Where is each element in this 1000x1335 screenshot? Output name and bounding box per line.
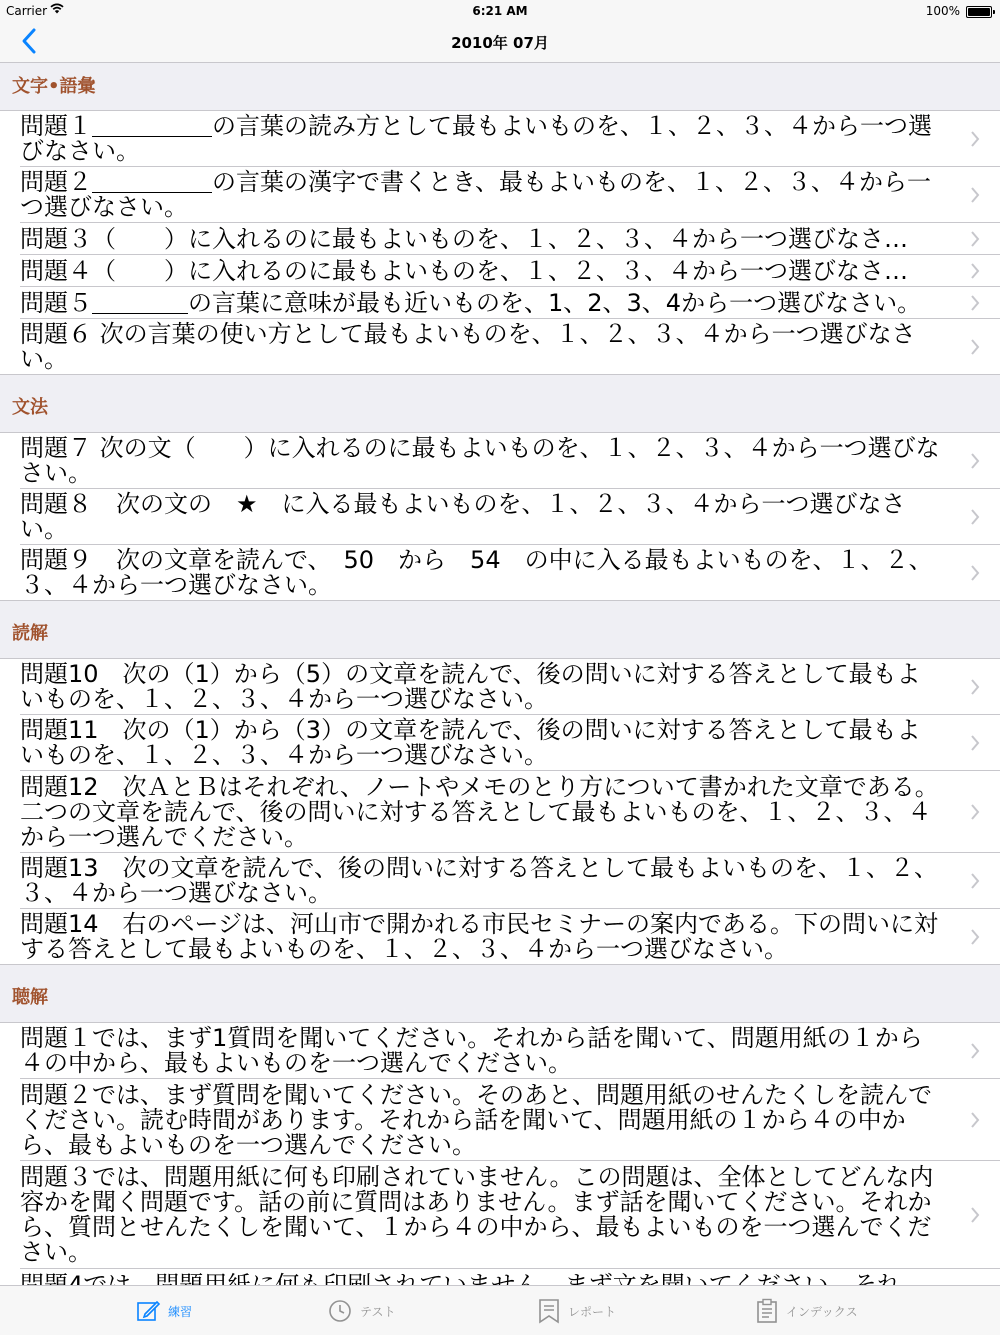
list-item[interactable] xyxy=(0,489,1000,545)
list-item-label: 問題２では、まず質問を聞いてください。そのあと、問題用紙のせんたくしを読んでください。読む時間があります。それから話を聞いて、問題用紙の１から４の中から、最もよいものを一つ選んでください。 xyxy=(20,1080,932,1159)
tab-bar xyxy=(0,1285,1000,1335)
section-header-moji-goi: 文字•語彙 xyxy=(0,63,1000,111)
list-item[interactable] xyxy=(0,771,1000,853)
list-item-label: 問題11 次の（1）から（3）の文章を読んで、後の問いに対する答えとして最もよいものを、１、２、３、４から一つ選びなさい。 xyxy=(20,716,921,769)
list-item-label: 問題１では、まず1質問を聞いてください。それから話を聞いて、問題用紙の１から４の中から、最もよいものを一つ選んでください。 xyxy=(20,1024,923,1077)
chevron-right-icon xyxy=(970,1111,980,1129)
status-time: 6:21 AM xyxy=(472,4,528,18)
chevron-right-icon xyxy=(970,872,980,890)
tab-index[interactable] xyxy=(756,1294,858,1328)
list-item-label: 問題13 次の文章を読んで、後の問いに対する答えとして最もよいものを、１、２、３、４から一つ選びなさい。 xyxy=(20,854,939,907)
list-item[interactable] xyxy=(0,223,1000,255)
list-item[interactable] xyxy=(0,433,1000,489)
battery-percent: 100% xyxy=(925,4,960,18)
chevron-right-icon xyxy=(970,508,980,526)
section-header-choukai: 聴解 xyxy=(0,965,1000,1023)
list-item[interactable] xyxy=(0,167,1000,223)
list-item-label: 問題１＿＿＿＿＿の言葉の読み方として最もよいものを、１、２、３、４から一つ選びなさい。 xyxy=(20,112,932,165)
list-item[interactable] xyxy=(0,319,1000,375)
navigation-bar xyxy=(0,22,1000,63)
chevron-right-icon xyxy=(970,452,980,470)
tab-label: レポート xyxy=(568,1304,617,1319)
list-item-label: 問題６ 次の言葉の使い方として最もよいものを、１、２、３、４から一つ選びなさい。 xyxy=(20,320,916,373)
list-item[interactable] xyxy=(0,287,1000,319)
list-item[interactable] xyxy=(0,659,1000,715)
tab-label: 練習 xyxy=(168,1304,193,1319)
list-item-label: 問題９ 次の文章を読んで、 50 から 54 の中に入る最もよいものを、１、２、３、４から一つ選びなさい。 xyxy=(20,546,933,599)
carrier-label: Carrier xyxy=(6,4,48,18)
list-item[interactable] xyxy=(0,715,1000,771)
page-title: 2010年 07月 xyxy=(451,34,549,52)
chevron-right-icon xyxy=(970,230,980,248)
chevron-right-icon xyxy=(970,803,980,821)
clipboard-icon xyxy=(756,1298,778,1324)
status-bar xyxy=(0,0,1000,22)
chevron-right-icon xyxy=(970,294,980,312)
list-item-label: 問題14 右のページは、河山市で開かれる市民セミナーの案内である。下の問いに対する答えとして最もよいものを、１、２、３、４から一つ選びなさい。 xyxy=(20,910,939,963)
list-item[interactable] xyxy=(0,111,1000,167)
chevron-right-icon xyxy=(970,130,980,148)
chevron-right-icon xyxy=(970,1206,980,1224)
list-item-label: 問題２＿＿＿＿＿の言葉の漢字で書くとき、最もよいものを、１、２、３、４から一つ選びなさい。 xyxy=(20,168,932,221)
chevron-right-icon xyxy=(970,734,980,752)
list-item-label: 問題７ 次の文（ ）に入れるのに最もよいものを、１、２、３、４から一つ選びなさい。 xyxy=(20,434,940,487)
chevron-right-icon xyxy=(970,1042,980,1060)
list-item-label: 問題３（ ）に入れるのに最もよいものを、１、２、３、４から一つ選びなさ… xyxy=(20,224,908,253)
section-header-bunpou: 文法 xyxy=(0,375,1000,433)
list-item-label: 問題12 次ＡとＢはそれぞれ、ノートやメモのとり方について書かれた文章である。二つの文章を読んで、後の問いに対する答えとして最もよいものを、１、２、３、４から一つ選んでください。 xyxy=(20,772,939,851)
battery-icon xyxy=(966,6,992,18)
chevron-right-icon xyxy=(970,338,980,356)
chevron-right-icon xyxy=(970,262,980,280)
list-item-label: 問題10 次の（1）から（5）の文章を読んで、後の問いに対する答えとして最もよいものを、１、２、３、４から一つ選びなさい。 xyxy=(20,660,921,713)
question-list[interactable] xyxy=(0,63,1000,1285)
list-item[interactable] xyxy=(0,853,1000,909)
list-item[interactable] xyxy=(0,255,1000,287)
chevron-right-icon xyxy=(970,678,980,696)
list-item[interactable] xyxy=(0,1161,1000,1269)
bookmark-icon xyxy=(538,1298,560,1324)
tab-label: テスト xyxy=(360,1304,396,1319)
list-item-label: 問題５＿＿＿＿の言葉に意味が最も近いものを、1、2、3、4から一つ選びなさい。 xyxy=(20,288,922,317)
tab-practice[interactable] xyxy=(136,1294,192,1328)
edit-icon xyxy=(136,1299,160,1323)
list-item-label: 問題３では、問題用紙に何も印刷されていません。この問題は、全体としてどんな内容かを聞く問題です。話の前に質問はありません。まず話を聞いてください。それから、質問とせんたくしを聞いて、１から４の中から、最もよいものを一つ選んでください。 xyxy=(20,1163,934,1266)
list-item[interactable] xyxy=(0,1079,1000,1161)
chevron-right-icon xyxy=(970,928,980,946)
tab-report[interactable] xyxy=(538,1294,616,1328)
list-item-label: 問題４（ ）に入れるのに最もよいものを、１、２、３、４から一つ選びなさ… xyxy=(20,256,908,285)
list-item[interactable] xyxy=(0,1023,1000,1079)
tab-label: インデックス xyxy=(786,1304,858,1319)
chevron-right-icon xyxy=(970,564,980,582)
list-item-label: 問題８ 次の文の ★ に入る最もよいものを、１、２、３、４から一つ選びなさい。 xyxy=(20,490,906,543)
list-item[interactable] xyxy=(0,545,1000,601)
section-header-dokkai: 読解 xyxy=(0,601,1000,659)
chevron-right-icon xyxy=(970,186,980,204)
list-item[interactable] xyxy=(0,909,1000,965)
tab-test[interactable] xyxy=(328,1294,396,1328)
clock-icon xyxy=(328,1299,352,1323)
